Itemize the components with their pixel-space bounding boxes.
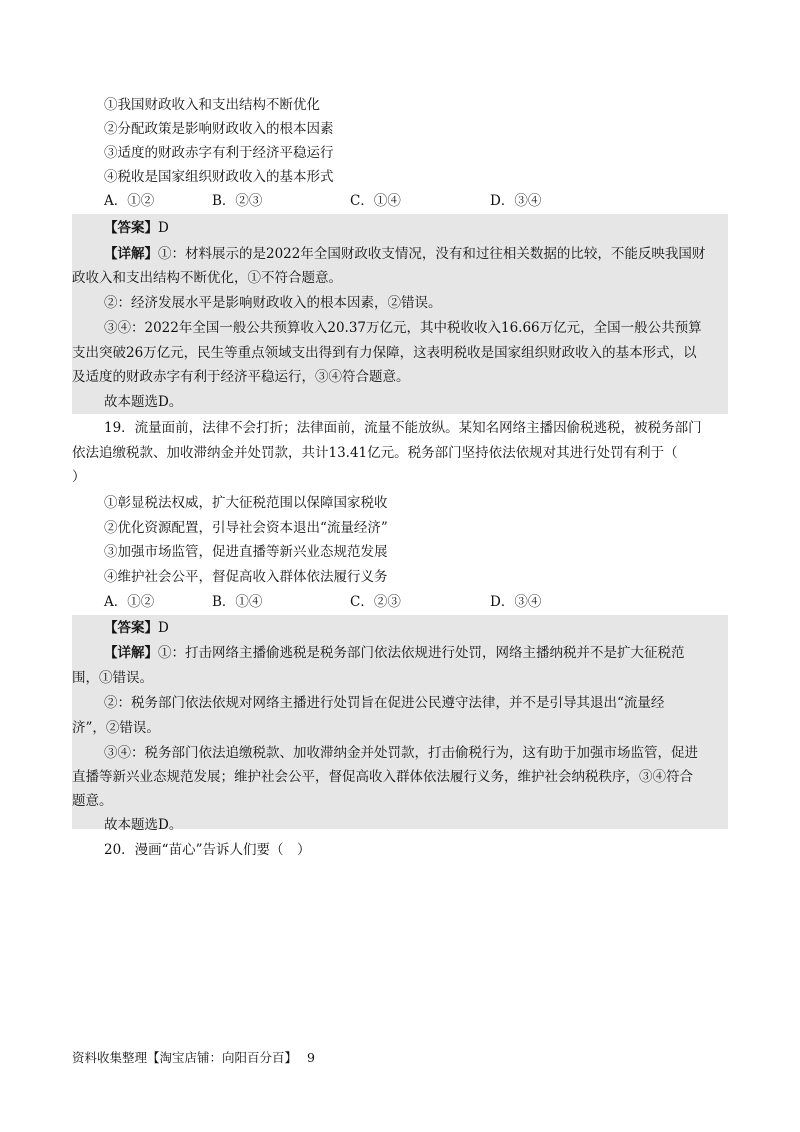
q18-answer-label: 【答案】: [104, 220, 158, 236]
page-footer: [72, 1049, 315, 1067]
q18-option-d: D．③④: [490, 193, 542, 209]
q18-statement-3: ③适度的财政赤字有利于经济平稳运行: [104, 145, 334, 161]
q19-detail-text-1: ①：打击网络主播偷逃税是税务部门依法依规进行处罚，网络主播纳税并不是扩大征税范: [158, 645, 685, 661]
q20-stem: 20．漫画“苗心”告诉人们要（ ）: [104, 842, 311, 858]
q19-stem-line-2: 依法追缴税款、加收滞纳金并处罚款，共计13.41亿元。税务部门坚持依法依规对其进行处罚有利于（: [72, 445, 678, 461]
q18-detail-line-2: 政收入和支出结构不断优化，①不符合题意。: [72, 270, 342, 286]
page-number: 9: [307, 1050, 315, 1065]
q18-option-a: A．①②: [104, 193, 155, 209]
footer-text: 资料收集整理【淘宝店铺：向阳百分百】: [72, 1050, 298, 1065]
q19-statement-4: ④维护社会公平，督促高收入群体依法履行义务: [104, 569, 388, 585]
q19-answer-value: D: [158, 620, 169, 636]
q19-stem-line-1: 19．流量面前，法律不会打折；法律面前，流量不能放纵。某知名网络主播因偷税逃税，被税务部门: [104, 420, 702, 436]
q19-detail-label: 【详解】: [104, 645, 158, 661]
q19-detail-line-4: 济”，②错误。: [72, 720, 160, 736]
q19-option-b: B．①④: [212, 594, 263, 610]
q19-option-d: D．③④: [490, 594, 542, 610]
q18-answer-value: D: [158, 220, 169, 236]
q18-statement-1: ①我国财政收入和支出结构不断优化: [104, 97, 320, 113]
q18-option-c: C．①④: [350, 193, 401, 209]
q18-detail-line-5: 支出突破26万亿元，民生等重点领域支出得到有力保障，这表明税收是国家组织财政收入的基本形式，以: [72, 345, 697, 361]
q18-statement-2: ②分配政策是影响财政收入的根本因素: [104, 121, 334, 137]
q19-detail-line-1: [104, 643, 685, 663]
q18-detail-line-7: 故本题选D。: [104, 394, 183, 410]
q18-statement-4: ④税收是国家组织财政收入的基本形式: [104, 169, 334, 185]
q19-detail-line-7: 题意。: [72, 793, 113, 809]
q19-detail-line-6: 直播等新兴业态规范发展；维护社会公平，督促高收入群体依法履行义务，维护社会纳税秩序，③④符合: [72, 769, 693, 785]
q18-detail-line-3: ②：经济发展水平是影响财政收入的根本因素，②错误。: [104, 295, 442, 311]
q19-option-c: C．②③: [350, 594, 401, 610]
q18-options: [104, 191, 564, 211]
q19-statement-2: ②优化资源配置，引导社会资本退出“流量经济”: [104, 520, 388, 536]
q19-options: [104, 592, 564, 612]
q18-detail-line-6: 及适度的财政赤字有利于经济平稳运行，③④符合题意。: [72, 369, 410, 385]
q19-stem-line-3: ）: [72, 469, 86, 485]
q19-statement-3: ③加强市场监管，促进直播等新兴业态规范发展: [104, 544, 388, 560]
q18-detail-line-4: ③④：2022年全国一般公共预算收入20.37万亿元，其中税收收入16.66万亿元，全国一般公共预算: [104, 320, 702, 336]
q19-detail-line-2: 围，①错误。: [72, 670, 153, 686]
q19-statement-1: ①彰显税法权威，扩大征税范围以保障国家税收: [104, 495, 388, 511]
q19-detail-line-3: ②：税务部门依法依规对网络主播进行处罚旨在促进公民遵守法律，并不是引导其退出“流量经: [104, 695, 665, 711]
q19-answer-label: 【答案】: [104, 620, 158, 636]
q19-option-a: A．①②: [104, 594, 155, 610]
q18-detail-line-1: [104, 244, 705, 264]
q19-detail-line-8: 故本题选D。: [104, 817, 183, 833]
q18-answer: [104, 218, 169, 238]
q19-answer: [104, 618, 169, 638]
q18-detail-label: 【详解】: [104, 246, 158, 262]
q18-option-b: B．②③: [212, 193, 263, 209]
q19-detail-line-5: ③④：税务部门依法追缴税款、加收滞纳金并处罚款，打击偷税行为，这有助于加强市场监管，促进: [104, 745, 698, 761]
q18-detail-text-1: ①：材料展示的是2022年全国财政收支情况，没有和过往相关数据的比较，不能反映我国财: [158, 246, 706, 262]
